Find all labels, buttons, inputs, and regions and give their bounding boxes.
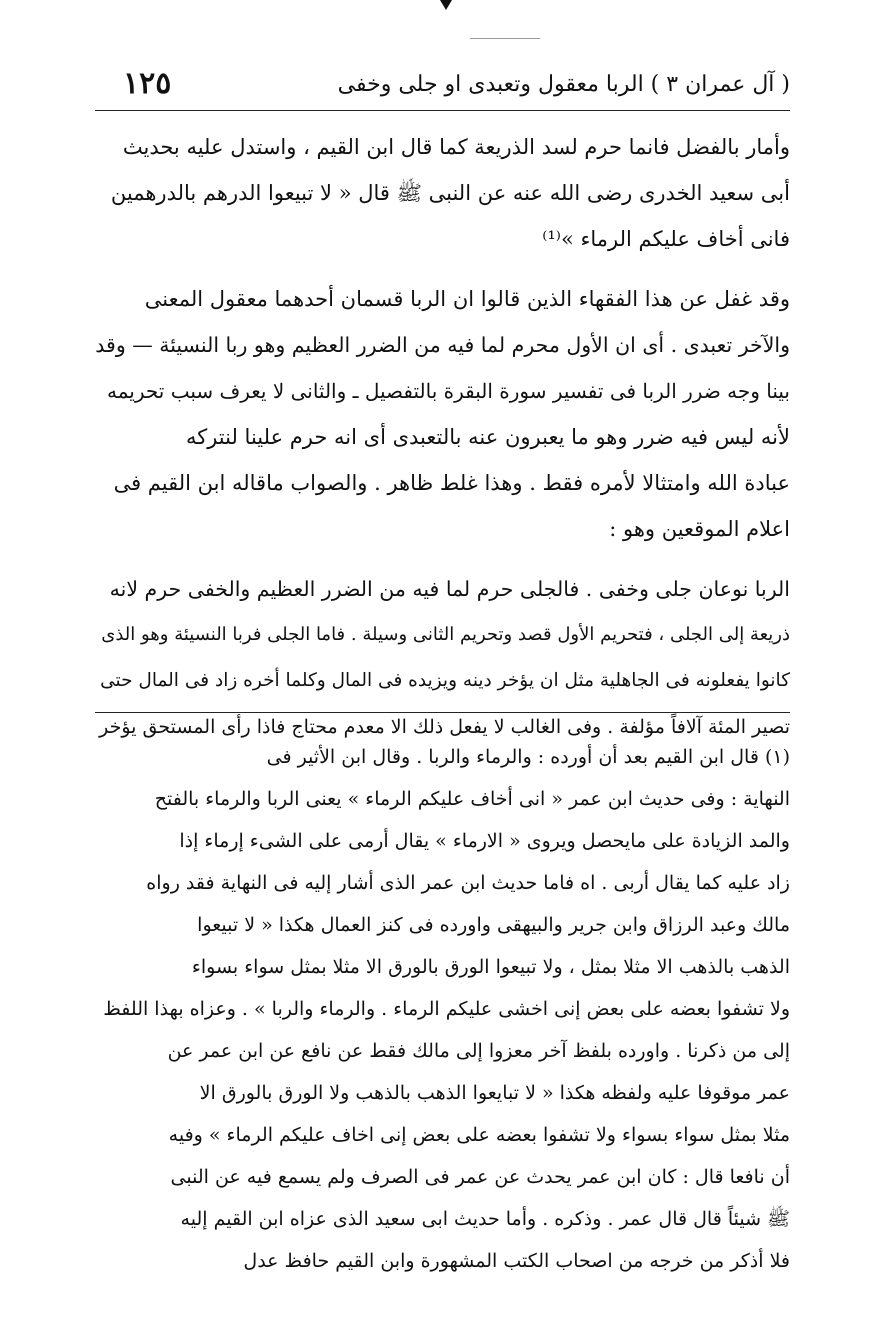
text-line: وقد غفل عن هذا الفقهاء الذين قالوا ان الربا قسمان أحدهما معقول المعنى	[144, 287, 790, 311]
footnote-line: فلا أذكر من خرجه من اصحاب الكتب المشهورة وابن القيم حافظ عدل	[243, 1250, 790, 1272]
header-rule	[95, 110, 790, 111]
text-line: فانى أخاف عليكم الرماء »⁽¹⁾	[542, 227, 790, 251]
text-line: عبادة الله وامتثالا لأمره فقط . وهذا غلط ظاهر . والصواب ماقاله ابن القيم فى	[113, 471, 790, 495]
paragraph-3	[95, 566, 790, 750]
main-text	[95, 124, 790, 750]
footnote-line: الذهب بالذهب الا مثلا بمثل ، ولا تبيعوا الورق بالورق الا مثلا بمثل سواء بسواء	[191, 956, 790, 978]
text-line: اعلام الموقعين وهو :	[609, 517, 790, 541]
text-line: الربا نوعان جلى وخفى . فالجلى حرم لما فيه من الضرر العظيم والخفى حرم لانه	[109, 577, 790, 601]
footnote-line: مثلا بمثل سواء بسواء ولا تشفوا بعضه على بعض إنى اخاف عليكم الرماء » وفيه	[168, 1124, 790, 1146]
running-header	[95, 66, 790, 106]
text-line: وأمار بالفضل فانما حرم لسد الذريعة كما قال ابن القيم ، واستدل عليه بحديث	[122, 135, 790, 159]
footnote-line: مالك وعبد الرزاق وابن جرير والبيهقى واورده فى كنز العمال هكذا « لا تبيعوا	[197, 914, 790, 936]
footnote-line: النهاية : وفى حديث ابن عمر « انى أخاف عليكم الرماء » يعنى الربا والرماء بالفتح	[154, 788, 790, 810]
header-title: ( آل عمران ٣ ) الربا معقول وتعبدى او جلى وخفى	[337, 72, 790, 97]
text-line: والآخر تعبدى . أى ان الأول محرم لما فيه من الضرر العظيم وهو ربا النسيئة — وقد	[95, 333, 790, 357]
paragraph-1	[95, 124, 790, 262]
footnote-line: والمد الزيادة على مايحصل ويروى « الارماء » يقال أرمى على الشىء إرماء إذا	[179, 830, 790, 852]
text-line: لأنه ليس فيه ضرر وهو ما يعبرون عنه بالتعبدى أى انه حرم علينا لنتركه	[185, 425, 790, 449]
text-line: أبى سعيد الخدرى رضى الله عنه عن النبى ﷺ قال « لا تبيعوا الدرهم بالدرهمين	[110, 181, 790, 205]
footnote-line: (١) قال ابن القيم بعد أن أورده : والرماء والربا . وقال ابن الأثير فى	[266, 746, 790, 768]
paragraph-2	[95, 276, 790, 552]
footnote	[95, 736, 790, 1282]
text-line: تصير المئة آلافاً مؤلفة . وفى الغالب لا يفعل ذلك الا معدم محتاج فاذا رأى المستحق يؤخر	[99, 716, 790, 738]
page-top-mark	[440, 0, 452, 12]
footnote-line: عمر موقوفا عليه ولفظه هكذا « لا تبايعوا الذهب بالذهب ولا الورق بالورق الا	[199, 1082, 790, 1104]
footnote-line: زاد عليه كما يقال أربى . اه فاما حديث ابن عمر الذى أشار إليه فى النهاية فقد رواه	[146, 872, 790, 894]
text-line: كانوا يفعلونه فى الجاهلية مثل ان يؤخر دينه ويزيده فى المال وكلما أخره زاد فى المال حتى	[100, 670, 790, 691]
text-line: بينا وجه ضرر الربا فى تفسير سورة البقرة بالتفصيل ـ والثانى لا يعرف سبب تحريمه	[106, 379, 790, 403]
scan-artifact-line	[470, 38, 540, 39]
text-line: ذريعة إلى الجلى ، فتحريم الأول قصد وتحريم الثانى وسيلة . فاما الجلى فربا النسيئة وهو الذى	[101, 624, 790, 645]
footnote-line: ﷺ شيئاً قال قال عمر . وذكره . وأما حديث ابى سعيد الذى عزاه ابن القيم إليه	[180, 1208, 790, 1230]
footnote-line: ولا تشفوا بعضه على بعض إنى اخشى عليكم الرماء . والرماء والربا » . وعزاه بهذا اللفظ	[103, 998, 790, 1020]
footnote-rule	[95, 712, 790, 713]
footnote-line: إلى من ذكرنا . واورده بلفظ آخر معزوا إلى مالك فقط عن نافع عن ابن عمر عن	[167, 1040, 790, 1062]
footnote-line: أن نافعا قال : كان ابن عمر يحدث عن عمر فى الصرف ولم يسمع فيه عن النبى	[170, 1166, 790, 1188]
page-number: ١٢٥	[123, 66, 172, 101]
